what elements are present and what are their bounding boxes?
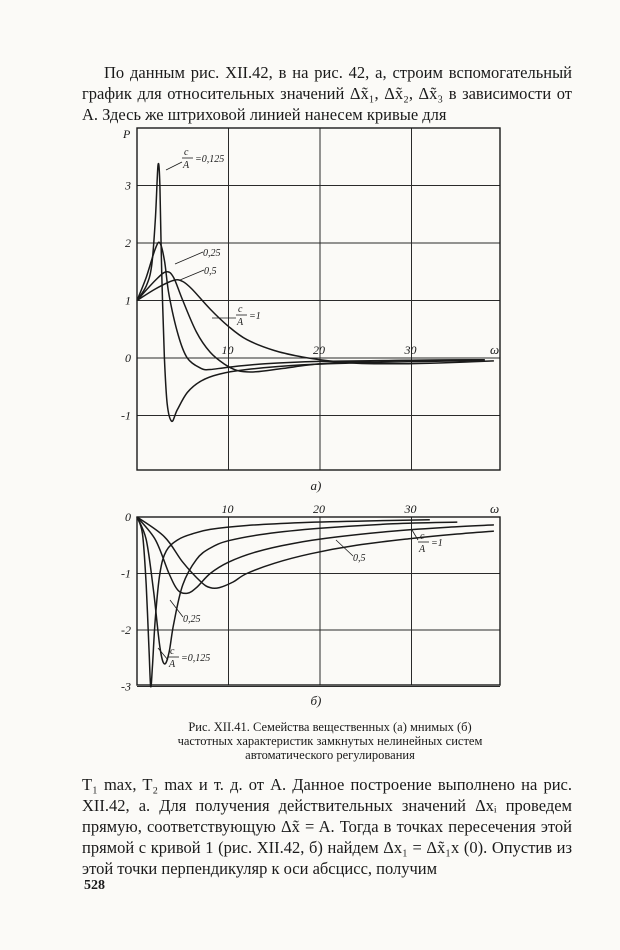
panel-label: б) (310, 693, 322, 708)
y-tick-label: -1 (121, 566, 131, 581)
series-line (137, 242, 485, 369)
x-tick-label: 10 (221, 343, 234, 357)
series-label-value: =0,125 (181, 653, 211, 664)
y-tick-label: -2 (121, 623, 131, 637)
y-axis-label: P (123, 127, 131, 141)
plot-frame (137, 128, 500, 470)
series-leader-line (166, 162, 182, 170)
series-label-denominator: A (169, 659, 176, 670)
series-label: 0,5 (353, 553, 366, 564)
series-label: 0,25 (203, 248, 221, 259)
series-label-value: =1 (431, 538, 443, 549)
paragraph-top-text: По данным рис. XII.42, в на рис. 42, а, строим вспомогательный график для относительных значений Δx̃₁, Δx̃₂, Δx̃₃ в зависимости от A. Здесь же штриховой линией нанесем кривые для (82, 63, 572, 124)
y-tick-label: 2 (125, 236, 131, 250)
chart-imaginary-part (121, 501, 500, 708)
series-label: 0,5 (204, 266, 217, 277)
caption-line-3: автоматического регулирования (245, 748, 415, 762)
y-tick-label: 0 (125, 510, 131, 524)
series-label-value: =0,125 (195, 154, 225, 165)
series-leader-line (175, 252, 203, 264)
paragraph-bottom-text: T₁ max, T₂ max и т. д. от A. Данное построение выполнено на рис. XII.42, а. Для получения действительных значений Δxᵢ проведем прямую, соответствующую Δx̃ = A. Тогда в точках пересечения этой прямой с кривой 1 (рис. XII.42, б) найдем Δx₁ = Δx̃₁x (0). Опустив из этой точки перпендикуляр к оси абсцисс, получим (82, 775, 572, 878)
series-label-value: =1 (249, 311, 261, 322)
series-leader-line (158, 648, 168, 660)
x-tick-label: 30 (404, 343, 417, 357)
series-label: 0,25 (183, 614, 201, 625)
x-axis-label: ω (490, 342, 500, 357)
series-label-numerator: c (184, 147, 189, 158)
series-label-denominator: A (237, 317, 244, 328)
series-label-denominator: A (419, 544, 426, 555)
x-axis-label: ω (490, 501, 500, 516)
y-tick-label: -1 (121, 408, 131, 423)
series-label-numerator: c (420, 531, 425, 542)
series-leader-line (170, 600, 183, 617)
series-line (137, 164, 485, 422)
x-tick-label: 20 (313, 502, 325, 516)
y-tick-label: 1 (125, 293, 131, 308)
panel-label: а) (310, 478, 322, 493)
series-leader-line (180, 270, 204, 280)
y-tick-label: 3 (125, 178, 131, 193)
paragraph-bottom (82, 774, 572, 879)
caption-line-2: частотных характеристик замкнутых нелинейных систем (177, 734, 483, 748)
x-tick-label: 10 (221, 502, 234, 516)
x-tick-label: 30 (404, 502, 417, 516)
series-label-denominator: A (183, 160, 190, 171)
series-label-numerator: c (238, 304, 243, 315)
y-tick-label: -3 (121, 679, 131, 694)
series-label-numerator: c (170, 646, 175, 657)
y-tick-label: 0 (125, 351, 131, 365)
caption-line-1: Рис. XII.41. Семейства вещественных (а) мнимых (б) (188, 720, 472, 734)
chart-real-part (121, 127, 500, 493)
page-number: 528 (84, 878, 105, 893)
x-tick-label: 20 (313, 343, 325, 357)
figure-caption (120, 720, 540, 762)
